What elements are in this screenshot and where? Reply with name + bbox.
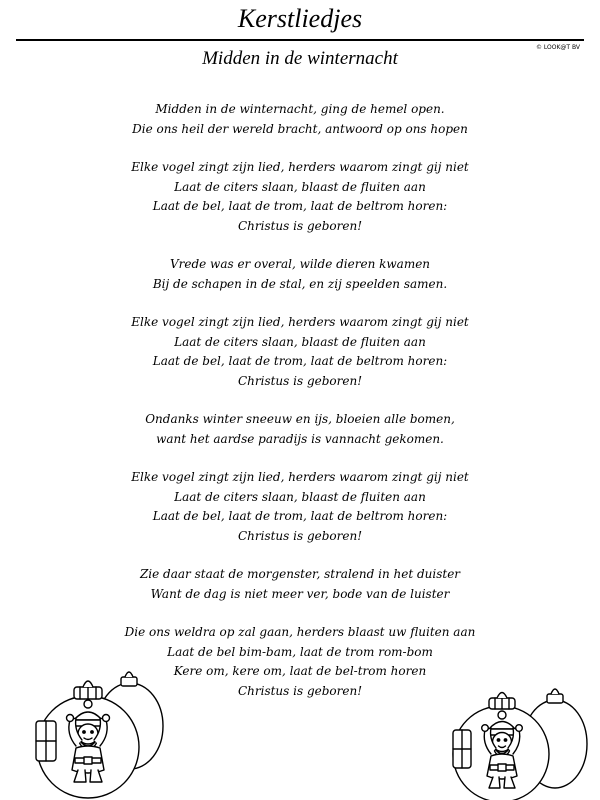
song-title: Midden in de winternacht — [202, 48, 398, 69]
lyric-line: Laat de citers slaan, blaast de fluiten aan — [174, 489, 426, 504]
santa-ornament-icon — [443, 684, 593, 800]
lyric-line: Die ons heil der wereld bracht, antwoord op ons hopen — [132, 121, 468, 136]
lyric-line: Christus is geboren! — [237, 528, 363, 543]
lyric-line: Kere om, kere om, laat de bel-trom horen — [173, 664, 427, 678]
lyric-line: Ondanks winter sneeuw en ijs, bloeien alle bomen, — [145, 412, 455, 426]
stanza — [0, 565, 600, 604]
lyric-line: Vrede was er overal, wilde dieren kwamen — [169, 257, 431, 271]
page-header — [0, 0, 600, 51]
lyric-line: Laat de bel, laat de trom, laat de beltrom horen: — [152, 199, 448, 213]
lyric-line: want het aardse paradijs is vannacht gekomen. — [156, 431, 444, 446]
lyric-line: Laat de citers slaan, blaast de fluiten aan — [174, 179, 426, 194]
lyric-line: Christus is geboren! — [237, 218, 363, 233]
santa-ornament-icon — [22, 664, 172, 800]
lyric-line: Die ons weldra op zal gaan, herders blaast uw fluiten aan — [124, 625, 476, 639]
lyric-line: Laat de bel, laat de trom, laat de beltrom horen: — [152, 509, 448, 523]
lyric-line: Christus is geboren! — [237, 683, 363, 698]
stanza — [0, 313, 600, 391]
lyric-line: Elke vogel zingt zijn lied, herders waarom zingt gij niet — [131, 315, 469, 329]
stanza — [0, 100, 600, 139]
lyric-line: Elke vogel zingt zijn lied, herders waarom zingt gij niet — [131, 470, 469, 484]
lyric-line: Want de dag is niet meer ver, bode van de luister — [150, 586, 450, 601]
lyric-line: Elke vogel zingt zijn lied, herders waarom zingt gij niet — [131, 160, 469, 174]
lyric-line: Christus is geboren! — [237, 373, 363, 388]
lyric-line: Zie daar staat de morgenster, stralend in het duister — [139, 567, 461, 581]
lyric-line: Laat de citers slaan, blaast de fluiten aan — [174, 334, 426, 349]
lyric-line: Laat de bel bim-bam, laat de trom rom-bom — [167, 644, 433, 659]
stanza — [0, 410, 600, 449]
lyric-line: Bij de schapen in de stal, en zij speelden samen. — [152, 276, 448, 291]
lyric-line: Midden in de winternacht, ging de hemel open. — [155, 102, 445, 116]
stanza — [0, 255, 600, 294]
copyright-notice: © LOOK@T BV — [535, 44, 580, 51]
lyric-line: Laat de bel, laat de trom, laat de beltrom horen: — [152, 354, 448, 368]
stanza — [0, 158, 600, 236]
stanza — [0, 468, 600, 546]
lyrics — [0, 100, 600, 720]
page-title: Kerstliedjes — [237, 4, 363, 33]
header-divider — [16, 39, 584, 41]
